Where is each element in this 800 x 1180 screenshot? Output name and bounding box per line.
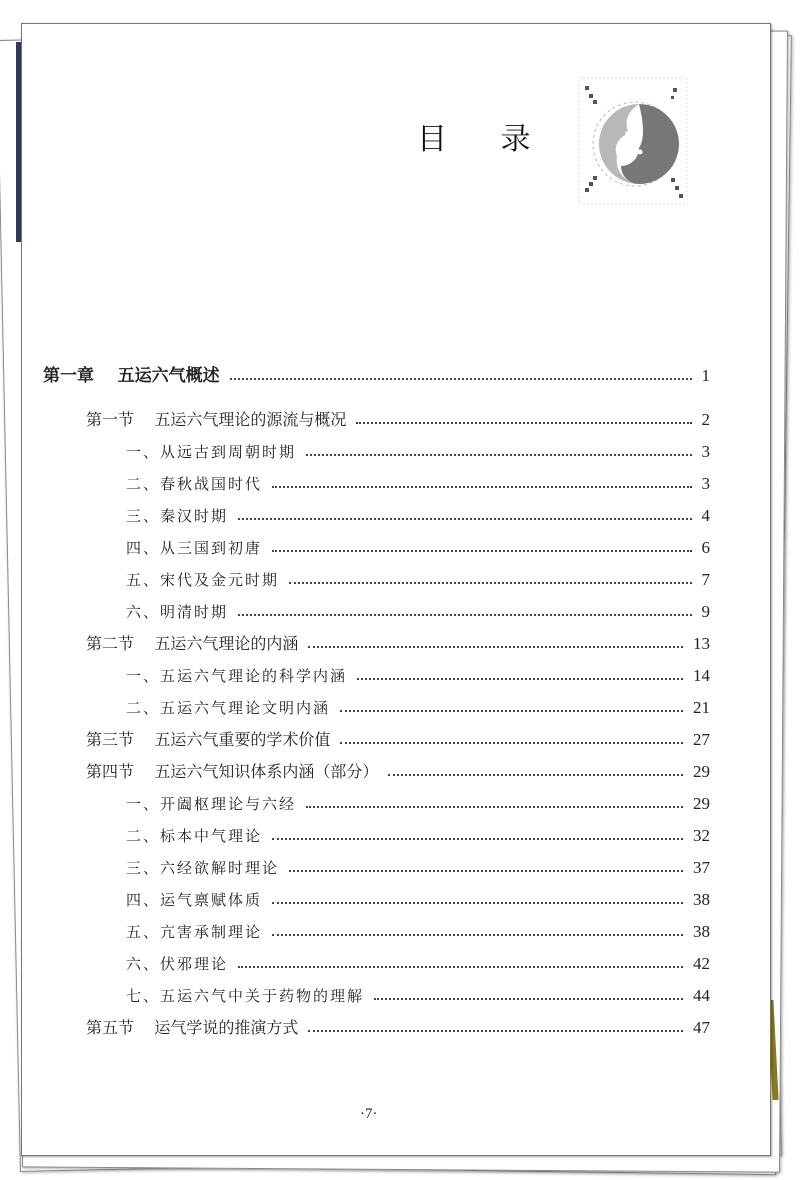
leader-dots [306,806,683,808]
toc-entry[interactable] [22,824,710,846]
toc-entry[interactable] [22,1016,710,1038]
leader-dots [272,486,691,488]
toc-entry-page: 6 [701,538,710,557]
leader-dots [306,454,691,456]
leader-dots [272,902,683,904]
page-number: ·7· [360,1106,378,1122]
toc-entry-title: 二、春秋战国时代 [126,475,263,493]
toc-entry[interactable] [22,408,710,430]
toc-entry[interactable] [22,888,710,910]
leader-dots [340,742,683,744]
toc-entry-title: 五、宋代及金元时期 [126,571,280,589]
toc-entry-page: 29 [693,762,710,781]
toc-entry-title: 第四节 五运六气知识体系内涵（部分） [86,762,379,781]
toc-entry-title: 二、标本中气理论 [126,827,263,845]
toc-entry[interactable] [22,952,710,974]
toc-entry-title: 一、从远古到周朝时期 [126,443,297,461]
toc-entry-title: 第二节 五运六气理论的内涵 [86,634,299,653]
toc-entry-page: 2 [701,410,710,429]
toc-entry-title: 三、六经欲解时理论 [126,859,280,877]
toc-page [21,23,771,1156]
toc-entry-title: 二、五运六气理论文明内涵 [126,699,331,717]
leader-dots [308,1030,683,1032]
toc-entry[interactable] [22,536,710,558]
leader-dots [357,678,683,680]
toc-entry-page: 27 [693,730,710,749]
toc-entry-page: 7 [701,570,710,589]
toc-entry[interactable] [22,600,710,622]
toc-entry[interactable] [22,364,710,386]
toc-entry-title: 四、从三国到初唐 [126,539,263,557]
toc-entry-page: 29 [693,794,710,813]
toc-entry-page: 42 [693,954,710,973]
leader-dots [356,422,691,424]
leader-dots [388,774,683,776]
leader-dots [289,582,691,584]
toc-entry-page: 13 [693,634,710,653]
toc-entry-title: 第三节 五运六气重要的学术价值 [86,730,331,749]
toc-entry[interactable] [22,568,710,590]
leader-dots [308,646,683,648]
toc-entry-title: 三、秦汉时期 [126,507,229,525]
yin-yang-icon [577,76,689,206]
leader-dots [238,518,691,520]
leader-dots [272,934,683,936]
toc-entry-page: 3 [701,442,710,461]
toc-entry[interactable] [22,728,710,750]
leader-dots [340,710,683,712]
toc-entry-page: 38 [693,922,710,941]
toc-entry-page: 21 [693,698,710,717]
toc-entry[interactable] [22,984,710,1006]
toc-entry-title: 一、开阖枢理论与六经 [126,795,297,813]
toc-entry-title: 一、五运六气理论的科学内涵 [126,667,348,685]
leader-dots [272,550,691,552]
toc-entry[interactable] [22,696,710,718]
leader-dots [238,966,683,968]
toc-entry-title: 第一节 五运六气理论的源流与概况 [86,410,347,429]
toc-entry-page: 3 [701,474,710,493]
toc-entry-page: 47 [693,1018,710,1037]
leader-dots [374,998,683,1000]
leader-dots [238,614,691,616]
toc-entry[interactable] [22,504,710,526]
toc-entry-title: 五、亢害承制理论 [126,923,263,941]
toc-entry-page: 1 [701,366,710,385]
leader-dots [289,870,683,872]
leader-dots [230,378,692,380]
toc-entry[interactable] [22,792,710,814]
toc-entry-page: 37 [693,858,710,877]
toc-entry-title: 六、明清时期 [126,603,229,621]
leader-dots [272,838,683,840]
toc-entry-title: 第一章 五运六气概述 [43,366,220,386]
toc-entry-title: 六、伏邪理论 [126,955,229,973]
toc-entry-page: 32 [693,826,710,845]
toc-entry[interactable] [22,632,710,654]
toc-entry-page: 4 [701,506,710,525]
toc-entry[interactable] [22,760,710,782]
toc-entry[interactable] [22,440,710,462]
toc-entry[interactable] [22,856,710,878]
page-title: 目 录 [417,122,553,157]
toc-entry-title: 四、运气禀赋体质 [126,891,263,909]
toc-entry[interactable] [22,664,710,686]
toc-entry-page: 9 [701,602,710,621]
toc-entry-page: 44 [693,986,710,1005]
toc-entry-page: 14 [693,666,710,685]
toc-entry-title: 第五节 运气学说的推演方式 [86,1018,299,1037]
toc-entry-title: 七、五运六气中关于药物的理解 [126,987,365,1005]
toc-entry[interactable] [22,920,710,942]
toc-entry-page: 38 [693,890,710,909]
toc-entry[interactable] [22,472,710,494]
